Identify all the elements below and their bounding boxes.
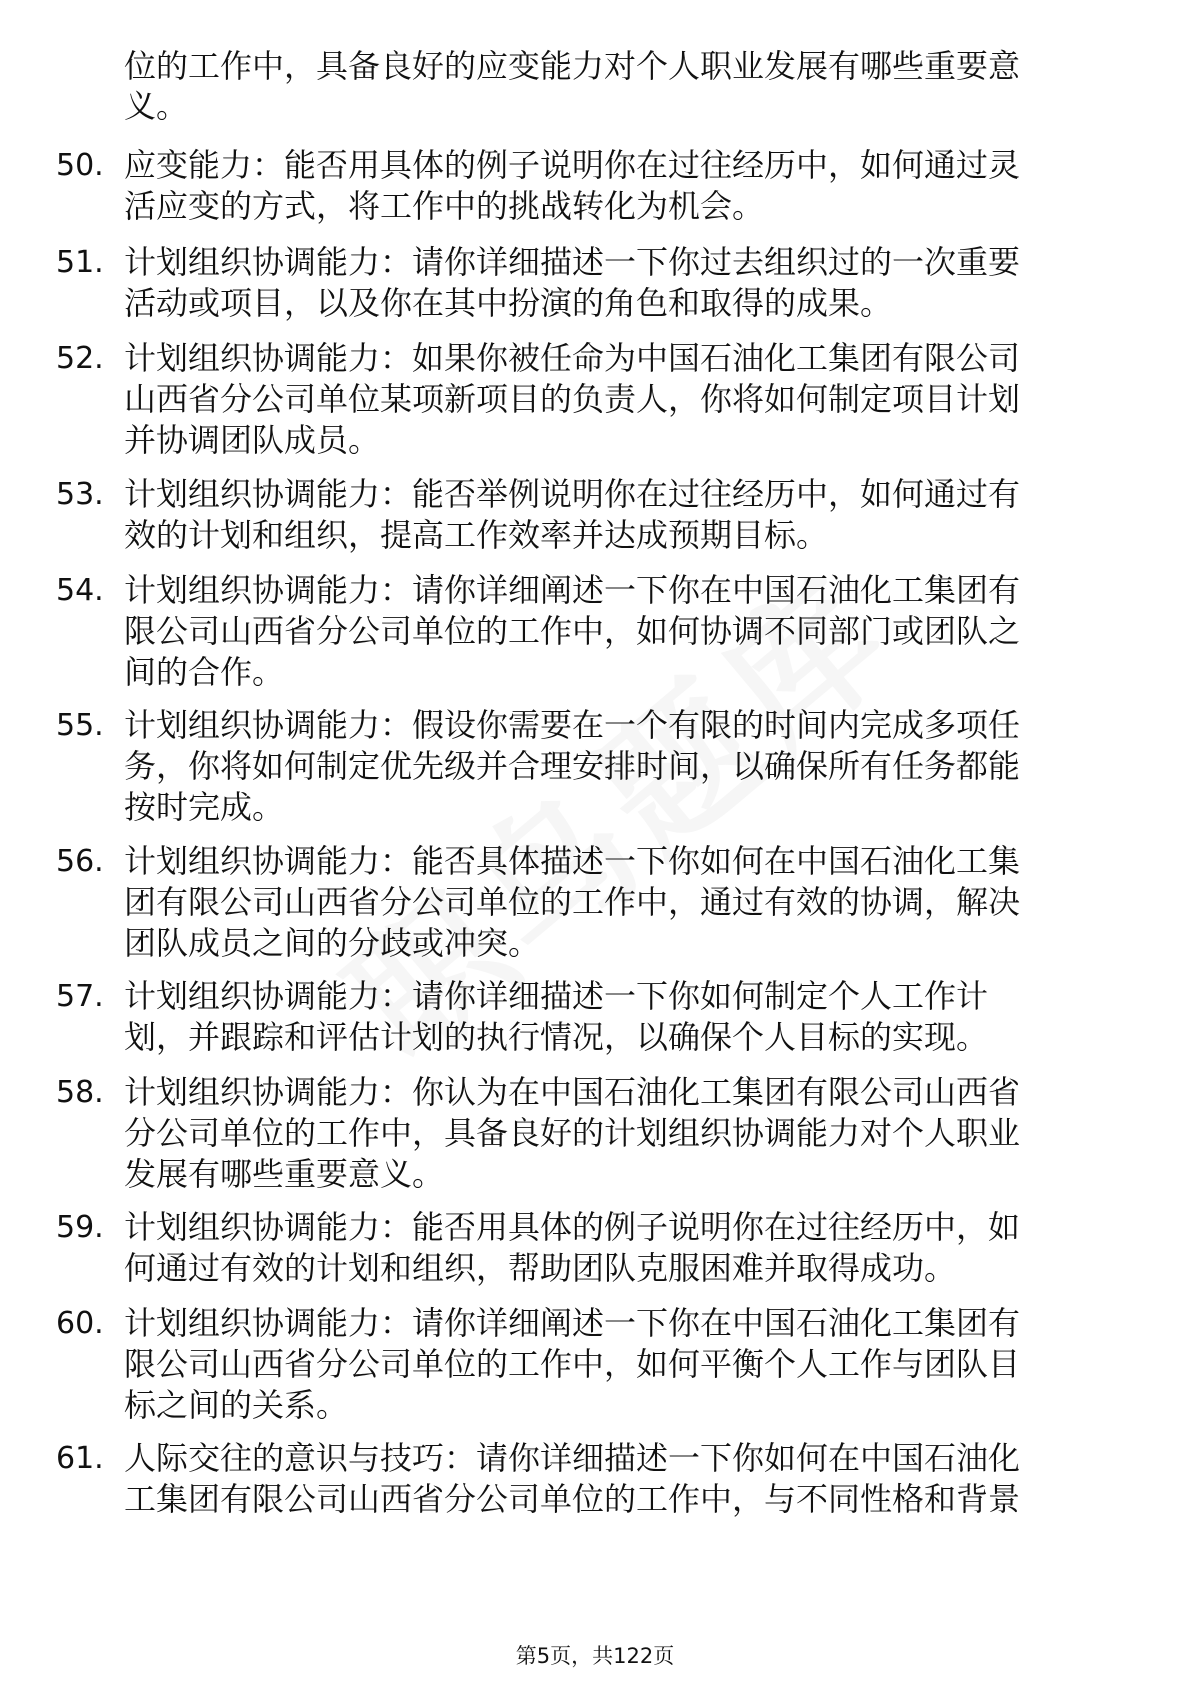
question-text — [124, 1207, 1116, 1289]
question-line: 效的计划和组织，提高工作效率并达成预期目标。 — [124, 516, 829, 554]
question-text — [124, 1072, 1116, 1195]
question-line: 计划组织协调能力：请你详细描述一下你过去组织过的一次重要 — [124, 243, 1021, 281]
question-line: 计划组织协调能力：能否具体描述一下你如何在中国石油化工集 — [124, 842, 1021, 880]
question-number: 54. — [56, 573, 104, 608]
question-line: 划，并跟踪和评估计划的执行情况，以确保个人目标的实现。 — [124, 1018, 989, 1056]
question-number: 56. — [56, 844, 104, 879]
question-line: 山西省分公司单位某项新项目的负责人，你将如何制定项目计划 — [124, 380, 1021, 418]
question-number: 53. — [56, 477, 104, 512]
question-line: 计划组织协调能力：能否举例说明你在过往经历中，如何通过有 — [124, 475, 1021, 513]
question-line: 团有限公司山西省分公司单位的工作中，通过有效的协调，解决 — [124, 883, 1021, 921]
question-number: 51. — [56, 245, 104, 280]
question-text — [124, 705, 1116, 828]
question-text — [124, 570, 1116, 693]
question-line: 计划组织协调能力：能否用具体的例子说明你在过往经历中，如 — [124, 1208, 1021, 1246]
question-text — [124, 242, 1116, 324]
question-text — [124, 976, 1116, 1058]
question-number: 57. — [56, 979, 104, 1014]
question-line: 限公司山西省分公司单位的工作中，如何协调不同部门或团队之 — [124, 612, 1021, 650]
question-text — [124, 1303, 1116, 1426]
question-text — [124, 474, 1116, 556]
question-line: 计划组织协调能力：请你详细阐述一下你在中国石油化工集团有 — [124, 1304, 1021, 1342]
question-line: 并协调团队成员。 — [124, 421, 381, 459]
question-line: 何通过有效的计划和组织，帮助团队克服困难并取得成功。 — [124, 1249, 957, 1287]
question-line: 计划组织协调能力：请你详细描述一下你如何制定个人工作计 — [124, 977, 989, 1015]
question-number: 55. — [56, 708, 104, 743]
question-line: 务，你将如何制定优先级并合理安排时间，以确保所有任务都能 — [124, 747, 1021, 785]
continuation-line: 义。 — [124, 87, 189, 125]
question-text — [124, 145, 1116, 227]
question-text — [124, 338, 1116, 461]
question-line: 间的合作。 — [124, 653, 285, 691]
question-line: 计划组织协调能力：你认为在中国石油化工集团有限公司山西省 — [124, 1073, 1021, 1111]
question-line: 发展有哪些重要意义。 — [124, 1155, 445, 1193]
question-number: 60. — [56, 1306, 104, 1341]
question-text — [124, 1438, 1116, 1520]
question-number: 50. — [56, 148, 104, 183]
question-line: 计划组织协调能力：请你详细阐述一下你在中国石油化工集团有 — [124, 571, 1021, 609]
question-line: 计划组织协调能力：假设你需要在一个有限的时间内完成多项任 — [124, 706, 1021, 744]
question-number: 61. — [56, 1441, 104, 1476]
page-footer: 第5页，共122页 — [515, 1644, 675, 1668]
question-line: 活动或项目，以及你在其中扮演的角色和取得的成果。 — [124, 284, 893, 322]
question-line: 应变能力：能否用具体的例子说明你在过往经历中，如何通过灵 — [124, 146, 1021, 184]
question-line: 活应变的方式，将工作中的挑战转化为机会。 — [124, 187, 765, 225]
question-line: 人际交往的意识与技巧：请你详细描述一下你如何在中国石油化 — [124, 1439, 1021, 1477]
question-number: 59. — [56, 1210, 104, 1245]
question-number: 52. — [56, 341, 104, 376]
question-line: 分公司单位的工作中，具备良好的计划组织协调能力对个人职业 — [124, 1114, 1021, 1152]
question-line: 团队成员之间的分歧或冲突。 — [124, 924, 541, 962]
question-line: 标之间的关系。 — [124, 1386, 349, 1424]
continuation-line: 位的工作中，具备良好的应变能力对个人职业发展有哪些重要意 — [124, 47, 1021, 85]
question-text — [124, 841, 1116, 964]
question-line: 按时完成。 — [124, 788, 285, 826]
question-number: 58. — [56, 1075, 104, 1110]
question-line: 计划组织协调能力：如果你被任命为中国石油化工集团有限公司 — [124, 339, 1021, 377]
question-line: 工集团有限公司山西省分公司单位的工作中，与不同性格和背景 — [124, 1480, 1021, 1518]
question-line: 限公司山西省分公司单位的工作中，如何平衡个人工作与团队目 — [124, 1345, 1021, 1383]
